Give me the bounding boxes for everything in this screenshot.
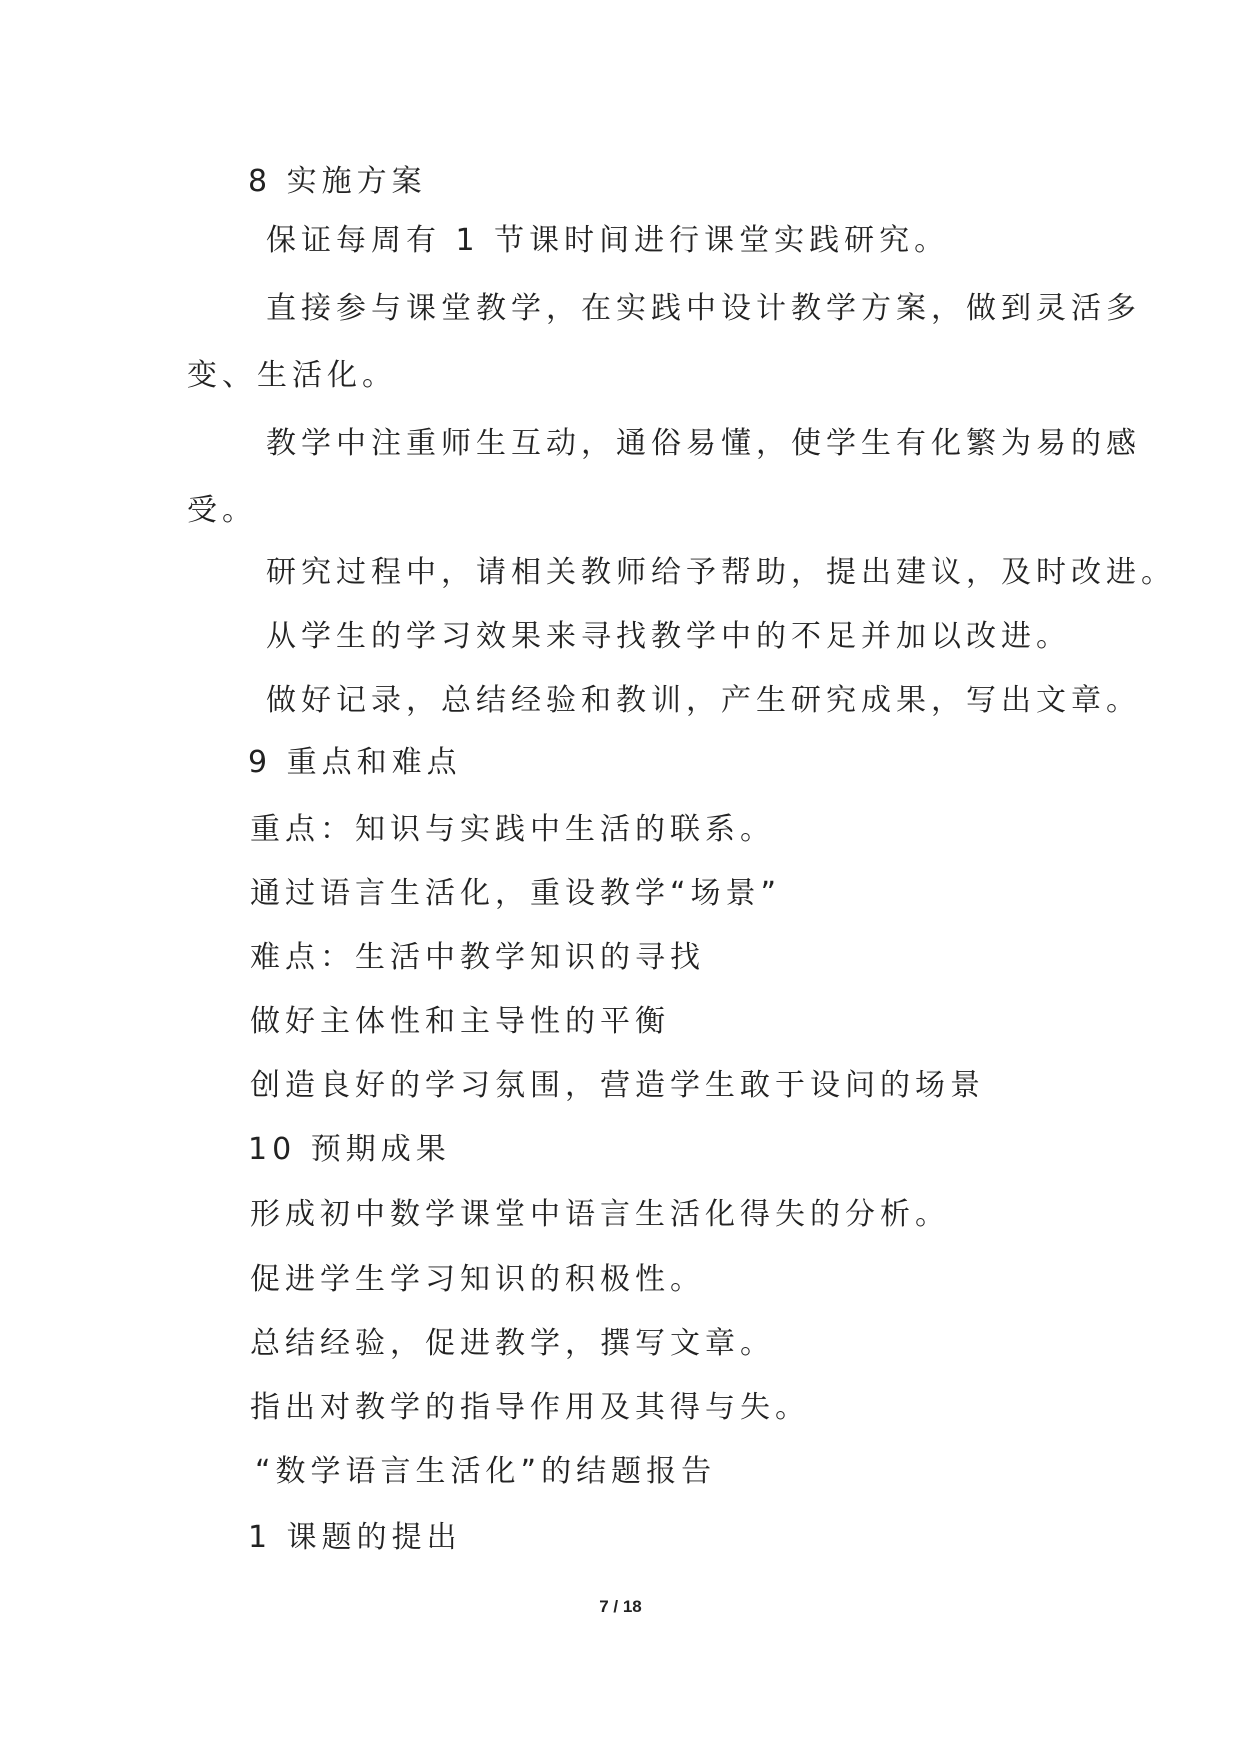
paragraph-line: 通过语言生活化，重设教学“场景” — [250, 876, 782, 911]
paragraph-line: 做好记录，总结经验和教训，产生研究成果，写出文章。 — [266, 683, 1141, 718]
paragraph-line: 形成初中数学课堂中语言生活化得失的分析。 — [250, 1197, 950, 1232]
paragraph-line: 做好主体性和主导性的平衡 — [250, 1004, 670, 1039]
paragraph-line: 重点：知识与实践中生活的联系。 — [250, 812, 775, 847]
paragraph-line: 研究过程中，请相关教师给予帮助，提出建议，及时改进。 — [266, 555, 1176, 590]
paragraph-line: 指出对教学的指导作用及其得与失。 — [250, 1390, 810, 1425]
paragraph-line: 直接参与课堂教学，在实践中设计教学方案，做到灵活多 — [266, 291, 1141, 326]
paragraph-line: 促进学生学习知识的积极性。 — [250, 1262, 705, 1297]
paragraph-line: 总结经验，促进教学，撰写文章。 — [250, 1326, 775, 1361]
paragraph-line: 变、生活化。 — [187, 358, 397, 393]
section-heading: 9 重点和难点 — [248, 745, 462, 780]
paragraph-line: 从学生的学习效果来寻找教学中的不足并加以改进。 — [266, 619, 1071, 654]
section-heading: 10 预期成果 — [248, 1132, 451, 1167]
paragraph-line: 创造良好的学习氛围，营造学生敢于设问的场景 — [250, 1068, 985, 1103]
section-heading: 1 课题的提出 — [248, 1520, 462, 1555]
paragraph-line: 教学中注重师生互动，通俗易懂，使学生有化繁为易的感 — [266, 426, 1141, 461]
page-number: 7 / 18 — [599, 1597, 642, 1616]
section-heading: 8 实施方案 — [248, 164, 427, 199]
paragraph-line: 保证每周有 1 节课时间进行课堂实践研究。 — [266, 223, 950, 258]
paragraph-line: “数学语言生活化”的结题报告 — [255, 1454, 717, 1489]
paragraph-line: 受。 — [187, 493, 257, 528]
paragraph-line: 难点：生活中教学知识的寻找 — [250, 940, 705, 975]
